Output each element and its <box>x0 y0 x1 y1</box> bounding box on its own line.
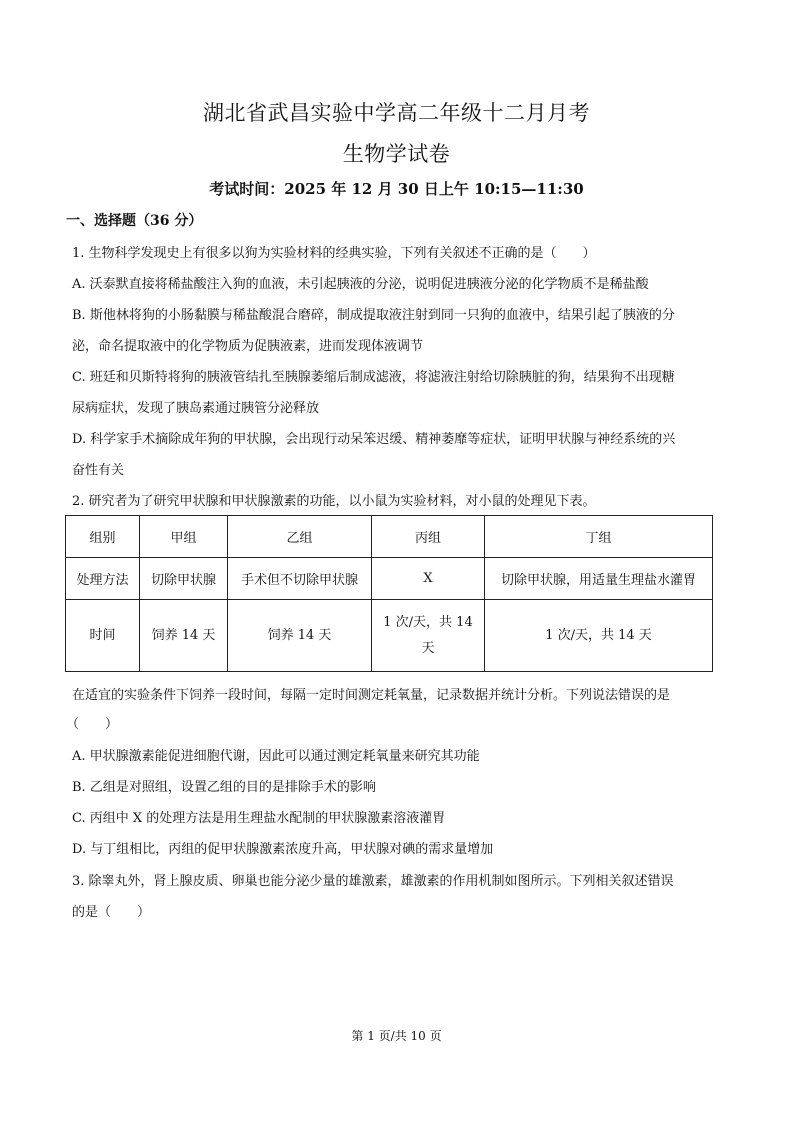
section-heading: 一、选择题（36 分） <box>66 213 203 229</box>
table-cell: 切除甲状腺，用适量生理盐水灌胃 <box>485 558 713 600</box>
table-cell: 手术但不切除甲状腺 <box>228 558 372 600</box>
q1-option-d-line2: 奋性有关 <box>72 463 125 478</box>
treatment-table <box>65 515 713 672</box>
table-row <box>66 558 713 600</box>
q2-option-b: B. 乙组是对照组，设置乙组的目的是排除手术的影响 <box>72 780 376 795</box>
table-cell: 时间 <box>66 600 140 672</box>
table-cell: 丁组 <box>485 516 713 558</box>
q1-option-c-line2: 尿病症状，发现了胰岛素通过胰管分泌释放 <box>72 401 320 416</box>
table-cell: 乙组 <box>228 516 372 558</box>
q1-option-d-line1: D. 科学家手术摘除成年狗的甲状腺，会出现行动呆笨迟缓、精神萎靡等症状，证明甲状腺与神经系统的兴 <box>72 432 676 447</box>
exam-title: 湖北省武昌实验中学高二年级十二月月考 <box>203 101 590 125</box>
q3-stem-line1: 3. 除睾丸外，肾上腺皮质、卵巢也能分泌少量的雄激素，雄激素的作用机制如图所示。下列相关叙述错误 <box>72 874 674 889</box>
table-cell: 甲组 <box>140 516 228 558</box>
table-cell: 组别 <box>66 516 140 558</box>
q1-stem: 1. 生物科学发现史上有很多以狗为实验材料的经典实验，下列有关叙述不正确的是（ ） <box>72 246 596 261</box>
table-cell: 切除甲状腺 <box>140 558 228 600</box>
table-cell: 饲养 14 天 <box>140 600 228 672</box>
q2-followup-line1: 在适宜的实验条件下饲养一段时间，每隔一定时间测定耗氧量，记录数据并统计分析。下列说法错误的是 <box>72 688 671 703</box>
q2-option-a: A. 甲状腺激素能促进细胞代谢，因此可以通过测定耗氧量来研究其功能 <box>72 749 480 764</box>
q2-option-c: C. 丙组中 X 的处理方法是用生理盐水配制的甲状腺激素溶液灌胃 <box>72 811 446 826</box>
table-cell: 1 次/天，共 14 天 <box>485 600 713 672</box>
page-footer: 第 1 页/共 10 页 <box>351 1029 442 1043</box>
exam-subtitle: 生物学试卷 <box>342 142 451 166</box>
q2-option-d: D. 与丁组相比，丙组的促甲状腺激素浓度升高，甲状腺对碘的需求量增加 <box>72 842 494 857</box>
exam-time: 考试时间：2025 年 12 月 30 日上午 10:15—11:30 <box>209 180 584 198</box>
table-cell: X <box>372 558 485 600</box>
table-cell: 1 次/天，共 14 天 <box>372 600 485 672</box>
table-cell: 饲养 14 天 <box>228 600 372 672</box>
q1-option-c-line1: C. 班廷和贝斯特将狗的胰液管结扎至胰腺萎缩后制成滤液，将滤液注射给切除胰脏的狗，结果狗不出现糖 <box>72 370 675 385</box>
table-header-row <box>66 516 713 558</box>
q1-option-b-line1: B. 斯他林将狗的小肠黏膜与稀盐酸混合磨碎，制成提取液注射到同一只狗的血液中，结果引起了胰液的分 <box>72 308 675 323</box>
q1-option-b-line2: 泌，命名提取液中的化学物质为促胰液素，进而发现体液调节 <box>72 339 424 354</box>
table-row <box>66 600 713 672</box>
q2-stem: 2. 研究者为了研究甲状腺和甲状腺激素的功能，以小鼠为实验材料，对小鼠的处理见下表。 <box>72 494 596 509</box>
table-cell: 处理方法 <box>66 558 140 600</box>
q1-option-a: A. 沃泰默直接将稀盐酸注入狗的血液，未引起胰液的分泌，说明促进胰液分泌的化学物质不是稀盐酸 <box>72 277 649 292</box>
q3-stem-line2: 的是（ ） <box>72 905 151 920</box>
q2-followup-line2: （ ） <box>66 717 119 732</box>
table-cell: 丙组 <box>372 516 485 558</box>
